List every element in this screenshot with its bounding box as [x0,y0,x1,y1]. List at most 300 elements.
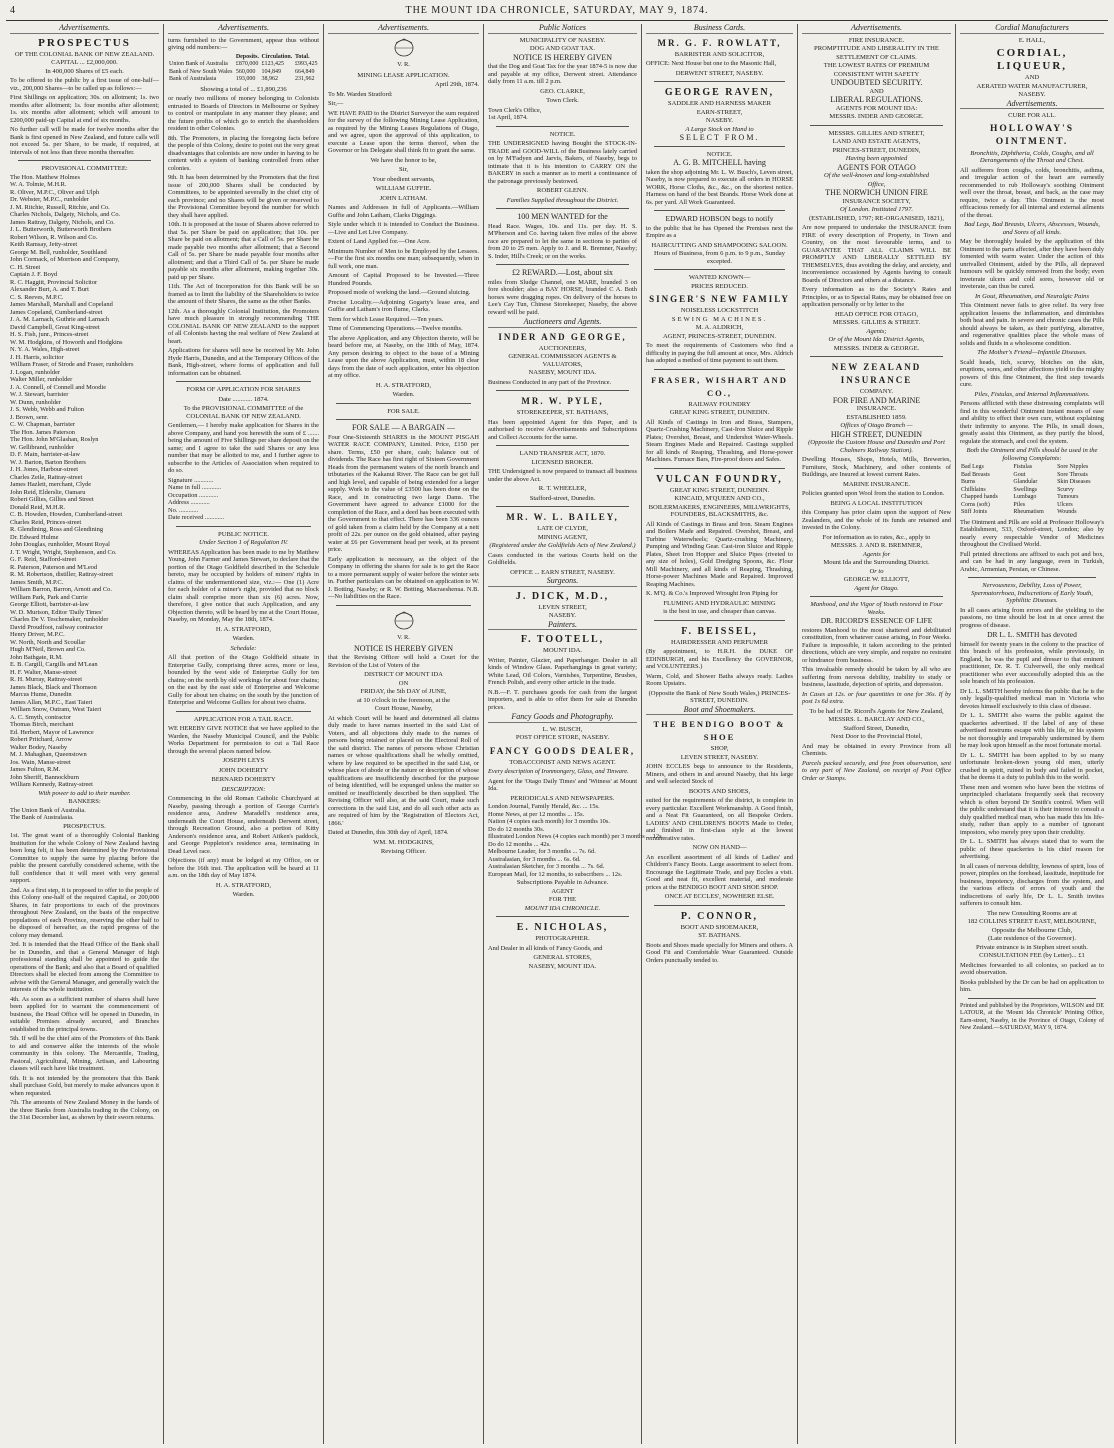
printed: Full printed directions are affixed to each pot and box, and can be had in any language, even in Turkish, Arabic, Armenian, Persian, or Chinese. [960,550,1104,573]
bank-returns-table [168,54,319,84]
committee-member: Charles De V. Teschemaker, runholder [10,616,109,623]
messrs-inder: MESSRS. INDER & GEORGE. [833,344,920,352]
committee-member: William Kennedy, Rattray-street [10,781,93,788]
committee-member: George Elliott, barrister-at-law [10,601,89,608]
table-cell: Chilblains [961,486,986,493]
committee-member: Hugh M'Neil, Brown and Co. [10,646,86,653]
call-note: No further call will be made for twelve months after the Bank is first opened in New Zealand, and future calls will not exceed 5s. per Share, to be made, if required, at intervals of not less than three months thereafter. [10,126,159,156]
committee-member: David Campbell, Great King-street [10,323,100,331]
mother: The Mother's Friend—Infantile Diseases. [977,349,1087,356]
mitchell-heading: A. G. B. MITCHELL having [673,158,766,167]
committee-member: Jos. Wain, Manse-street [10,758,71,766]
dwelling: Dwelling Houses, Shops, Hotels, Mills, Breweries, Furniture, Stock, Machinery, and other contents of Buildings, are Insured at lowest current Rates. [802,456,951,478]
lease-details [328,204,479,333]
fancy-body: Every description of Ironmongery, Glass, and Tinware. [488,768,629,775]
prospectus-paragraph: 10th. It is proposed at the issue of Shares above referred to that 5s. per Share be paid on application; that 10s. per Share be paid on allotment; that a Call of 5s. per Share be made payable two months after allotment; that a Second Call of 5s. per Share be made payable four months after allotment; and that a Third Call of 5s. per Share be made payable six months after allotment, making together 30s. paid up per Share. [168,221,319,281]
committee-member: W. A. Tolmie, M.H.R. [10,181,67,188]
committee-member: J. Brown, senr. [10,413,49,421]
bakery-signature: ROBERT GLENN. [536,187,589,194]
form-to: To the PROVISIONAL COMMITTEE of the COLONIAL BANK OF NEW ZEALAND. [183,405,304,420]
committee-member: Thomas Birch, merchant [10,721,74,728]
committee-member: H. S. Fish, junr., Princes-street [10,331,89,338]
sold: The Ointment and Pills are sold at Professor Holloway's Establishment, 533, Oxford-street, London; also by nearly every respectable Vendor of Medicines throughout the Civilised World. [960,518,1104,548]
inder-george-title: INDER AND GEORGE, [498,331,627,342]
column-header: Advertisements. [802,24,951,34]
committee-member: John Cormack, of Morrison and Company, [10,256,120,263]
table-cell: Fistulas [1013,464,1033,470]
committee-member: Walter Bodey, Naseby [10,743,68,751]
committee-member: Marcus Hume, Dunedin [10,691,72,698]
bailey-reg: (Registered under the Goldfields Acts of New Zealand.) [489,542,636,549]
fire-insurance: FIRE INSURANCE. [848,36,905,44]
smith-6: Dr L. L. SMITH has always stated that to warn the public of these quackeries is his chief reason for advertising. [960,838,1104,860]
agents-for-2: Agents for [862,550,891,558]
messrs-gillies: MESSRS. GILLIES & STREET. [832,319,921,326]
imprint: Printed and published by the Proprietors, WILSON and DE LATOUR, at the 'Mount Ida Chronicle' Printing Office, Earn-street, Naseby, in the Province of Otago, Colony of New Zealand.—SATURDAY, MAY 9, 1874. [960,1002,1104,1031]
agents: Agents; [866,327,887,335]
closing-line: WILLIAM GUFFIE. [375,185,432,192]
prospectus-paragraph: 8th. The Promoters, in placing the foregoing facts before the people of this Colony, desire to point out the very great disadvantages that colonists are now under in having to be content with a system of banking controlled from other colonies. [168,134,319,172]
committee-member: D. F. Main, barrister-at-law [10,451,80,458]
committee-member: R. M. Robertson, distiller, Rattray-street [10,571,114,578]
general-place: NASEBY, MOUNT IDA. [528,962,597,970]
every-info: Every information as to the Society's Rates and Principles, or as to Special Rates, may be obtained free on application personally or by letter to the [802,286,951,308]
committee-member: William Park, Park and Currie [10,593,88,601]
committee-member: W. J. Barton, Barton Brothers [10,458,86,466]
dick-title: J. DICK, M.D., [515,590,610,602]
aldrich-body: To meet the requirements of Customers who find a difficulty in paying the full amount at once, Mrs. Aldrich has adopted a method of time payment to suit them. [646,342,793,364]
committee-member: John Sheriff, Bannockburn [10,773,79,781]
kincaid-title: KINCAID, M'QUEEN AND CO., [674,495,765,502]
land-body: THE Undersigned is now prepared to transact all business under the above Act. [488,468,637,483]
collins: 182 COLLINS STREET EAST, MELBOURNE, [967,918,1097,925]
fancy-sub: TOBACCONIST AND NEWS AGENT. [509,758,616,766]
mount-ida: Mount Ida and the Surrounding District. [823,559,930,566]
committee-member: C. H. Street [10,263,41,271]
column-3 [324,24,484,1444]
form-heading: FORM OF APPLICATION FOR SHARES [186,386,301,393]
divider [496,126,629,127]
tootell-title: F. TOOTELL, [520,634,605,645]
table-row [960,509,1104,517]
table-row [960,502,1104,510]
divider [18,160,151,161]
nicholas-title: E. NICHOLAS, [516,922,609,933]
on: ON [398,679,409,687]
crest-letters: V. R. [397,61,410,68]
committee-member: William Fraser, of Strode and Fraser, runholders [10,361,134,368]
table-cell: Bad Breasts [961,471,990,478]
land-transfer: LAND TRANSFER ACT, 1870. [519,450,606,457]
table-cell: Union Bank of Australia [169,61,228,67]
smith-body: himself for twenty years in the colony to the practice of this branch of his profession, while previously, in England, he was the pupil and dresser to that eminent practitioner, Dr. R. T. Culverwell, the only medical practitioner who ever successfully adopted this as the sole branch of his profession. [960,640,1104,685]
committee-member: Captain J. F. Boyd [10,271,58,278]
divider [654,369,785,370]
agent-for: FOR THE [548,896,577,903]
next-door: Next Door to the Provincial Hotel, [830,733,923,740]
committee-member: George M. Bell, runholder, Southland [10,248,107,256]
promptitude: PROMPTITUDE AND LIBERALITY IN THE [814,45,939,52]
table-cell: 193,000 [235,76,256,82]
committee-member: William Snow, Outram, West Taieri [10,706,102,713]
royal-crest [328,37,479,69]
table-cell: Rheumatism [1013,509,1044,515]
boots-body: suited for the requirements of the district, is complete in every particular. Excellent Workmanship. A Good finish, and a Neat Fit Guaranteed, on all Bespoke Orders. LADIES' AND CHILDREN'S BOOTS Made to Order, and finished in first-class style at the lowest remunerative rates. [646,797,793,842]
holloway-title: HOLLOWAY'S OINTMENT. [989,123,1075,147]
fistulas-body: Persons afflicted with these distressing complaints will find in this wonderful Ointment instant means of ease and ability to effect their own cure, without explaining their infirmity to anyone. The Pills, in small doses, greatly assist this Ointment, as they purify the blood, regulate the stomach, and cool the system. [960,400,1104,445]
committee-member: J. M. Ritchie, Russell, Ritchie, and Co. [10,203,110,211]
table-cell: Sore Nipples [1057,464,1089,470]
form-footer-line: Date received ............ [168,514,225,521]
hobson-body: to the public that he has Opened the Premises next the Empire as a [646,224,793,239]
divider [654,468,785,469]
nervous-body: In all cases arising from errors and the yielding to the passions, no time should be lost in at once arrest the progress of disease. [960,606,1104,629]
crest-letters: V. R. [397,634,410,641]
rowlatt-address: DERWENT STREET, NASEBY. [675,69,764,77]
gout-body: This Ointment never fails to give relief. Its very free application lessens the inflammation, and diminishes both heat and pain. In severe and chronic cases the Pills should always be taken, as their purifying, alterative, and regenerative qualities place the whole mass of solids and fluids in a wholesome condition. [960,302,1104,347]
committee-member: James Hazlett, merchant, Clyde [10,481,92,488]
crest-icon [374,37,434,59]
committee-note: With power to add to their number. [38,789,131,797]
periodical-row: Do do 12 months 30s. [488,825,545,833]
opposite: (Opposite the Custom House and Dunedin and Port Chalmers Railway Station). [808,439,945,454]
closing-line: Sir, [398,166,409,173]
periodical-row: Nation (4 copies each month) for 3 months 10s. [488,818,610,825]
lease-detail: Time of Commencing Operations.—Twelve months. [328,325,463,332]
sewing-machines: SEWING MACHINES. [671,315,768,323]
being-body: this Company has prior claim upon the support of New Zealanders, and the whole of its funds are retained and invested in the Colony. [802,509,951,531]
place-line: 1st April, 1874. [488,114,528,121]
form-body: Gentlemen,— I hereby make application for Shares in the above Company, and hand you herewith the sum of £ ....... being the amount of Five Shillings per share deposit on the same; and I agree to take the said Shares or any less number that may be allotted to me, and I further agree to subscribe to the Articles of Association when required to do so. [168,422,319,474]
divider [176,526,311,527]
prospectus-title: PROSPECTUS [38,36,131,49]
committee-member: James Allan, M.P.C., East Taieri [10,698,93,706]
agent-paper: MOUNT IDA CHRONICLE. [524,904,601,912]
signature-line: Revising Officer. [380,848,427,855]
table-cell: £870,000 [235,61,259,67]
divider [968,577,1096,578]
nicholas-sub: PHOTOGRAPHER. [535,935,590,942]
eccles-body: JOHN ECCLES begs to announce to the Residents, Miners, and others in and around Naseby, that his large and well selected Stock of [646,763,793,785]
committee-member: R. Oliver, M.P.C., Oliver and Ulph [10,188,100,196]
norwich-para: Are now prepared to undertake the INSURANCE from FIRE of every description of Property, in Town and Country, on the most favourable terms, and to GUARANTEE THAT ALL CLAIMS WILL BE PROMPTLY AND LIBERALLY SETTLED BY THEMSELVES, thus avoiding the delay, and anxiety, and inconvenience occasioned by Agents having to consult Boards of Directors and others at a distance. [802,224,951,284]
divider [496,506,629,507]
committee-member: Dr. Webster, M.P.C., runholder [10,196,89,203]
committee-member: R. H. Murray, Rattray-street [10,676,82,683]
prospectus-paragraph: Applications for shares will now be received by Mr. John Hyde Harris, Dunedin, and at the Temporary Offices of the Bank, High-street, where forms of application and full information can be obtained. [168,347,319,377]
bailey-title: MR. W. L. BAILEY, [506,512,619,522]
gout: In Gout, Rheumatism, and Neuralgic Pains [974,292,1090,300]
beissel-address: (Opposite the Bank of New South Wales,) PRINCES-STREET, DUNEDIN. [648,689,791,704]
bakery-notice: THE UNDERSIGNED having Bought the STOCK-IN-TRADE and GOOD-WILL of the Business lately carried on by M'Fadyen and Jarvis, Bakers, of Naseby, begs to intimate that it is his intention to CARRY ON the BAKERY in such a manner as to merit a continuance of the patronage previously bestowed. [488,140,637,185]
divider [336,419,471,420]
boots-heading: BOOTS AND SHOES, [688,787,751,795]
table-cell: Tumours [1057,494,1079,500]
table-cell: 38,962 [261,76,279,82]
divider [810,125,943,126]
tail-race-heading: APPLICATION FOR A TAIL RACE. [193,715,294,723]
committee-member: The Hon. James Paterson [10,428,75,436]
applicant-name: JOHN DOHERTY [218,766,269,774]
prospectus-paragraphs [10,832,159,1122]
periodical-row: Do do 12 months ... 42s. [488,840,551,848]
smith-title: DR L. L. SMITH has devoted [987,630,1077,639]
land-agents: LAND AND ESTATE AGENTS, [832,138,921,145]
tootell-nb: N.B.—F. T. purchases goods for cash from the largest importers, and is able to offer them for sale at Dunedin prices. [488,688,637,711]
families-line: Families Supplied throughout the District. [506,196,619,204]
committee-member: Alexander Burt, A. and T. Burt [10,286,89,293]
fraser-body: All Kinds of Castings in Iron and Brass, Stampers, Quartz-Crushing Machinery, Cast-Iron Sluice and Ripple Plates; Overshot, Breast, and Undershot Water-Wheels. Steam Engines Made and Repaired. Castings supplied for all kinds of Reaping, Thrashing, and Horse-power Machines. Furnace Bars, Fire-proof doors and Safes. [646,418,793,463]
table-cell: Scurvy [1057,486,1075,493]
consult: The new Consulting Rooms are at [987,909,1077,917]
reward-heading: £2 REWARD.—Lost, about six [511,268,614,277]
table-cell: £123,425 [261,61,285,67]
lease-detail: Proposed mode of working the land.—Ground sluicing. [328,289,471,296]
fraser-sub: RAILWAY FOUNDRY [688,400,751,408]
committee-member: H. F. Walter, Manse-street [10,668,77,676]
being: BEING A LOCAL INSTITUTION [830,499,923,507]
committee-member: James Rattray, Dalgety, Nichols, and Co. [10,218,115,226]
table-row [168,69,319,77]
committee-member: David Proudfoot, railway contractor [10,623,103,631]
column-header: Advertisements. [10,24,159,34]
hobson-heading: EDWARD HOBSON begs to notify [665,214,774,223]
lease-detail: Extent of Land Applied for.—One Acre. [328,238,431,245]
table-header-cell [168,54,235,62]
dick-place: NASEBY. [548,612,577,619]
inder-body: Business Conducted in any part of the Province. [488,378,612,386]
inder-george: MESSRS. INDER AND GEORGE. [829,113,924,120]
table-cell: Bank of New South Wales [169,68,233,75]
public-notice-body: WHEREAS Application has been made to me by Matthew Young, John Farmer and James Stewart, to declare that the portion of the Otago Goldfield described in the Schedule hereto, may be occupied by holders of miners' rights in claims of the undermentioned size, viz.:— One (1) Acre for each holder of a miner's right, provided that no block claim shall comprise more than six (6) acres. Now, therefore, I give notice that such Application, and any Objection thereto, will be heard by me at the Court House, Naseby, on Monday, May the 18th, 1874. [168,548,319,623]
prospectus-paragraph: 9th. It has been determined by the Promoters that the first issue of 200,000 Shares shall be conducted by Committees, to be appointed severally in the chief city of each province; and no Shares will be given or reserved to the Provisional Committee beyond the number for which they shall have applied. [168,174,319,219]
fancy-title: FANCY GOODS DEALER, [489,745,636,756]
section-header: Fancy Goods and Photography. [488,713,637,723]
signature-line: H. A. STRATFORD, [215,625,272,633]
banker: The Union Bank of Australia. [10,806,86,814]
office: Office, [867,180,886,188]
undoubted: UNDOUBTED SECURITY. [830,78,923,87]
table-cell: Ulcers [1057,501,1073,508]
lease-body: WE HAVE PAID to the District Surveyor the sum required for the survey of the following Mining Lease Application, as required by the Mining Leases Regulations of Otago, and we agree, upon the approval of this application, to execute a Lease upon the terms thereof, when the Governor or his Delegate shall think fit to grant the same. [328,109,479,154]
raven-title: GEORGE RAVEN, [664,87,775,98]
fluming-sub: is the best in use, and cheaper than canvas. [663,608,776,615]
issue-paragraph: To be offered to the public by a first issue of one-half—viz., 200,000 Shares—to be called up as follows:— [10,77,159,92]
beissel-title: F. BEISSEL, [681,625,758,637]
nervous: Nervousness, Debility, Loss of Power, Spermatorrhoea, Indiscretions of Early Youth, Syphilitic Diseases. [971,582,1093,604]
inder-sub: AUCTIONEERS, [538,344,587,352]
divider [496,390,629,391]
now-body: An excellent assortment of all kinds of Ladies' and Children's Fancy Boots. Large assortment to select from. Encourage the Legitimate Trade, and pay Eccles a visit. Good and neat fit, excellent material, and moderate prices at the BENDIGO BOOT AND SHOE SHOP. [646,853,793,891]
nicholas-body: And Dealer in all kinds of Fancy Goods, and [488,944,603,952]
column-6 [798,24,956,1444]
district: DISTRICT OF MOUNT IDA [364,671,443,678]
divider [496,916,629,917]
committee-member: J. H. Jones, Harbour-street [10,466,79,473]
aldrich-title: M. A. ALDRICH, [695,324,744,331]
divider [654,210,785,211]
committee-member: A. C. Smyth, contractor [10,713,72,721]
committee-member: Donald Reid, M.H.R. [10,503,66,511]
tail-race-body: WE HEREBY GIVE NOTICE that we have applied to the Warden, the Naseby Municipal Council, and the Public Works Department for permission to cut a Tail Race through the several places named below. [168,725,319,755]
closing-line: Your obedient servants, [372,175,435,183]
connor-body: Boots and Shoes made specially for Miners and others. A Good Fit and Comfortable Wear Guaranteed. Outside Orders punctually tended to. [646,941,793,964]
committee-list [10,174,159,789]
elliott: GEORGE W. ELLIOTT, [843,576,910,583]
table-cell: 104,849 [261,68,282,75]
tootell-body: Writer, Painter, Glazier, and Paperhanger. Dealer in all kinds of Window Glass. Paperhangings in great variety; White Lead, Oil Colors, Varnishes, Turpentine, Brushes, French Polish, and every other article in the trade. [488,656,637,686]
column-header: Business Cards. [646,24,793,34]
ricord-body: restores Manhood to the most shattered and debilitated constitution, from whatever cause arising, in Four Weeks. Failure is impossible, it taken according to the printed directions, which are very simple, and require no restraint or hindrance from business. [802,626,951,664]
newspaper-page [6,4,1108,1444]
insurance: INSURANCE. [856,405,897,412]
periodicals-list [488,803,664,878]
bankers-list [10,807,159,822]
raven-place: NASEBY. [705,117,734,124]
of-known: Of the well-known and long-established [823,172,930,179]
and: AND [1024,74,1040,81]
table-row [960,494,1104,502]
men-wanted-heading: 100 MEN WANTED for the [517,212,608,221]
prospectus-paragraph: 1st. The great want of a thoroughly Colonial Banking Institution for the whole Colony of New Zealand having been long felt, it has been determined by the Provisional Committee to supply the same by placing before the public the present carefully considered scheme, with the full confidence that it will meet with very general support. [10,832,159,884]
committee-member: C. B. Howden, Howden, Cumberland-street [10,511,123,518]
divider [176,711,311,712]
divider [968,998,1096,999]
beissel-body: (By appointment, to H.R.H. the DUKE OF EDINBURGH, and his Excellency the GOVERNOR, and VOLUNTEERS.) [646,648,793,670]
committee-member: J. H. Harris, solicitor [10,353,64,361]
committee-member: J. T. Wright, Wright, Stephenson, and Co. [10,548,117,556]
description-footer: Objections (if any) must be lodged at my Office, on or before the 16th inst. The application will be heard at 11 a.m. on the 18th day of May 1874. [168,857,319,879]
table-cell: Gout [1013,471,1026,478]
prospectus-paragraph: 11th. The Act of Incorporation for this Bank will be so framed as to limit the liability of the Shareholders to twice the amount of their Shares, the same as the other Banks. [168,283,319,305]
lease-to: To Mr. Warden Stratford: [328,90,393,98]
norwich-body: Of London. Instituted 1797. [839,206,914,213]
section-header: Advertisements. [960,100,1104,110]
bremner: MESSRS. J. AND R. BREMNER, [830,542,923,549]
fire-marine: FOR FIRE AND MARINE [832,395,921,405]
men-wanted-body: Head Race. Wages, 10s. and 11s. per day. H. S. M'Pherson and Co. having taken five miles of the above race are prepared to let the same in sections to parties of from 20 to 25 men. Apply to J. and R. Bremner, Naseby; S. Inder, Hill's Creek; or on the works. [488,222,637,260]
reward-body: miles from Sludge Channel, one MARE, branded 3 on fore shoulder; also a BAY HORSE, branded C A. Both horses were dragging ropes. On delivery of the horses to Lee's Cay Tun, Chinese Storekeeper, Naseby, the above reward will be paid. [488,278,637,316]
periodicals-heading: PERIODICALS AND NEWSPAPERS. [510,794,615,802]
committee-member: James Marshall, Marshall and Copeland [10,301,113,308]
revision-notice-date: Dated at Dunedin, this 30th day of April, 1874. [328,829,449,836]
revision-notice-heading: NOTICE IS HEREBY GIVEN [353,643,454,653]
prospectus-paragraph: 2nd. As a first step, it is proposed to offer to the people of this Colony one-half of the required Capital, or 200,000 Shares, in fair proportions to each of the provinces throughout New Zealand, on the basis of the respective populations of each Province, reserving the other half to be disposed of hereafter, as the rapid progress of the colony may demand. [10,886,159,939]
committee-member: James Fulton, R.M. [10,766,61,773]
marine-body: Policies granted upon Wool from the station to London. [802,490,945,497]
table-row [960,472,1104,480]
committee-member: Dr. Edward Hulme [10,533,59,541]
stafford: Stafford Street, Dunedin, [843,724,910,732]
form-field: Occupation ............ [168,491,219,499]
agent-label: AGENT [551,887,574,895]
committee-member: N. Y. A. Wales, High-street [10,346,80,353]
columns [6,24,1108,1444]
form-fields [168,477,319,507]
rowlatt-title: MR. G. F. ROWLATT, [657,37,782,48]
lease-date: April 29th, 1874. [434,81,479,88]
committee-member: James Smith, M.P.C. [10,578,64,586]
municipality: MUNICIPALITY OF NASEBY. [519,36,606,44]
prospectus-paragraph: 7th. The amounts of New Zealand Money in the hands of the three Banks from Australia trading in the Colony, on the 31st December last, as shown by their sworn returns. [10,1099,159,1121]
holloway-body: All sufferers from coughs, colds, bronchitis, asthma, and irregular action of the heart are earnestly recommended to rub Holloway's soothing Ointment well over the throat, breast, and back, as the case may require, twice a day. This Ointment is the most efficacious remedy for all internal and external ailments of the throat. [960,166,1104,219]
masthead [6,4,1108,21]
column-header: Advertisements. [328,24,479,34]
bad-legs: Bad Legs, Bad Breasts, Ulcers, Abscesses, Wounds, and Sores of all kinds. [964,221,1100,236]
fee: CONSULTATION FEE (by Letter)... £1 [979,952,1085,959]
books: Books published by the Dr can be had on application to him. [960,978,1104,993]
column-4 [484,23,664,1444]
column-2 [164,24,324,1444]
complaints-table [960,464,1104,517]
form-date: Date ............ 1874. [218,395,269,403]
for-sale-label: FOR SALE. [387,407,420,415]
table-cell: Skin Diseases [1057,479,1091,485]
committee-member: J. Logan, runholder [10,368,61,376]
established-1859: ESTABLISHED 1859. [846,413,907,421]
column-header: Advertisements. [168,24,319,34]
divider [654,620,785,621]
lease-detail: Amount of Capital Proposed to be Invested.—Three Hundred Pounds. [328,272,479,287]
for-sale-heading: FOR SALE — A BARGAIN — [352,423,455,432]
friday: FRIDAY, the 5th DAY of JUNE, [360,688,447,695]
holloway-sub: Bronchitis, Diphtheria, Colds, Coughs, and all Derangements of the Throat and Chest. [970,149,1094,164]
smith-2: Dr L. L. SMITH hereby informs the public that he is the only legally-qualified medical man in Victoria who devotes himself exclusively to this class of disease. [960,687,1104,710]
lease-detail: Minimum Number of Men to be Employed by the Lessees.—For the first six months one man; subsequently, when in full work, one man. [328,247,479,270]
dog-notice-body: that the Dog and Goat Tax for the year 1874-5 is now due and payable at my office, Derwent street. Attendance daily from 11 a.m. till 2 p.m. [488,63,637,85]
periodical-row: Australasian, for 3 months ... 6s. 6d. [488,855,581,863]
divider [336,403,471,404]
committee-member: J. L. Butterworth, Butterworth Brothers [10,226,112,233]
signature-line: Warden. [232,891,255,898]
lease-detail: Term for which Lease Required.—Ten years. [328,315,444,323]
table-row [960,487,1104,495]
total-line: Showing a total of ... £1,890,236 [200,85,287,93]
masthead-title: THE MOUNT IDA CHRONICLE, SATURDAY, MAY 9, 1874. [405,5,709,16]
kincaid-sub: BOILERMAKERS, ENGINEERS, MILLWRIGHTS, FOUNDERS, BLACKSMITHS, &c. [648,503,791,518]
returns-intro: turns furnished to the Government, appear thus without giving odd numbers:— [168,36,319,51]
pyle-sub: STOREKEEPER, ST. BATHANS, [516,409,609,416]
prospectus-paragraph: 3rd. It is intended that the Head Office of the Bank shall be in Dunedin, and that a General Manager of high professional standing shall be appointed to guide the operations of the Bank; and also that a Board of qualified Directors shall be elected from among the Committee to advise with the General Manager, and generally watch the interests of the whole institution. [10,941,159,993]
busch-title: L. W. BUSCH, [542,725,583,733]
signature-line: GEO. CLARKE, [540,87,585,95]
committee-member: W. J. Stewart, barrister [10,391,69,398]
norwich-sub: INSURANCE SOCIETY, [842,197,911,205]
public-notice-sub: Under Section 1 of Regulation IV. [199,539,288,546]
description-signature [168,882,319,899]
medicines: Medicines forwarded to all colonies, so packed as to avoid observation. [960,961,1104,976]
schedule-body: All that portion of the Otago Goldfield situate in Enterprise Gully, comprising three acres, more or less, bounded by the west side of Enterprise Gully for ten chains; on the north by old workings for about four chains; on the east by the east side of Enterprise and Welcome Gully for about ten chains; on the south by the junction of Enterprise and Welcome Gullies for about two chains. [168,654,319,706]
inder-address: NASEBY, MOUNT IDA. [528,369,597,376]
fluming: FLUMING AND HYDRAULIC MINING [663,599,776,607]
committee-member: J. A. Connell, of Connell and Moodie [10,383,107,391]
dog-notice-signature [488,88,637,105]
rowlatt-sub: BARRISTER AND SOLICITOR, [674,50,765,58]
periodical-row: Home News, at per 12 months ... 15s. [488,810,585,818]
table-cell: Bad Legs [961,464,984,470]
applicant-name: JOSEPH LEYS [222,757,265,764]
committee-member: W. Dunn, runholder [10,398,61,406]
table-row [960,464,1104,472]
fraser-address: GREAT KING STREET, DUNEDIN. [669,409,770,416]
committee-member: J. S. Webb, Webb and Fulton [10,406,85,413]
now-on-hand: NOW ON HAND— [692,844,747,851]
divider [654,905,785,906]
aldrich-sub: AGENT, PRINCES-STREET, DUNEDIN. [662,332,777,340]
dick-sub: LEVEN STREET, [538,603,587,611]
tootell-sub: MOUNT IDA. [542,647,583,654]
prospectus-paragraph: 6th. It is not intended by the promoters that this Bank shall purchase Gold, but merely to make advances upon it when requested. [10,1074,159,1097]
